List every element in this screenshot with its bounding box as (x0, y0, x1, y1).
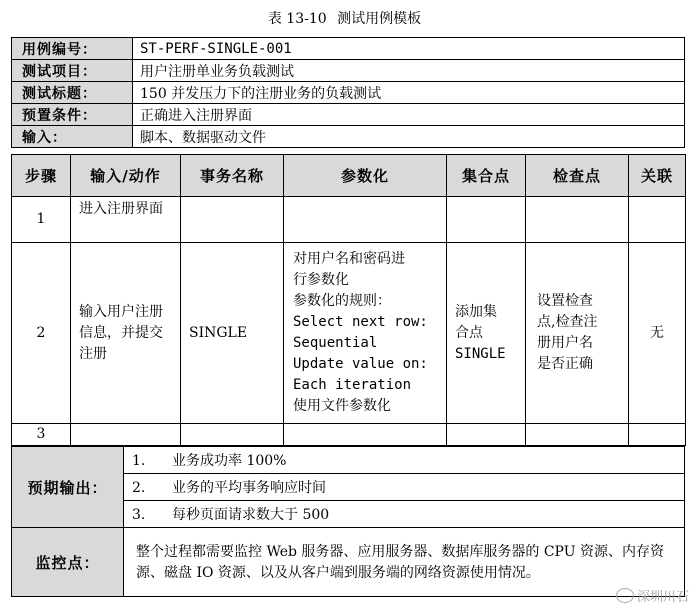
col-header-transaction: 事务名称 (181, 155, 284, 197)
checkpoint-line: 册用户名 (537, 335, 593, 351)
checkpoint-line: 点,检查注 (537, 314, 598, 330)
expected-output-text: 每秒页面请求数大于 500 (172, 507, 330, 523)
case-id-value: ST-PERF-SINGLE-001 (133, 38, 685, 60)
monitor-row (12, 528, 685, 597)
step-correlation (629, 197, 686, 243)
col-header-correlation: 关联 (629, 155, 686, 197)
steps-header-row (12, 155, 686, 197)
col-header-checkpoint: 检查点 (526, 155, 629, 197)
precondition-label: 预置条件： (12, 104, 133, 126)
watermark (616, 586, 689, 605)
case-header-table (11, 37, 685, 148)
expected-output-text: 业务的平均事务响应时间 (172, 480, 326, 496)
step-correlation (629, 424, 686, 446)
step-rendezvous (447, 197, 526, 243)
rendezvous-line: SINGLE (455, 345, 506, 362)
col-header-action: 输入/动作 (71, 155, 181, 197)
checkpoint-line: 是否正确 (537, 356, 593, 372)
param-line: Each iteration (293, 377, 412, 393)
col-header-parameterization: 参数化 (284, 155, 447, 197)
step-checkpoint (526, 424, 629, 446)
expected-output-item (124, 501, 685, 528)
step-transaction (181, 197, 284, 243)
step-correlation: 无 (629, 243, 686, 424)
expected-output-row (12, 447, 685, 474)
param-line: 使用文件参数化 (293, 398, 391, 414)
col-header-rendezvous: 集合点 (447, 155, 526, 197)
input-label: 输入： (12, 126, 133, 148)
step-action (71, 424, 181, 446)
step-number: 2 (12, 243, 71, 424)
table-row (12, 243, 686, 424)
param-line: Update value on: (293, 356, 428, 372)
expected-output-label: 预期输出： (12, 447, 124, 528)
expected-output-item (124, 447, 685, 474)
test-title-value: 150 并发压力下的注册业务的负载测试 (133, 82, 685, 104)
param-line: 行参数化 (293, 272, 349, 288)
col-header-step: 步骤 (12, 155, 71, 197)
table-number: 表 13-10 (267, 11, 327, 27)
expected-output-item (124, 474, 685, 501)
steps-table (11, 154, 686, 446)
watermark-text: 深圳川石 (636, 590, 689, 605)
header-row-case-id (12, 38, 685, 60)
precondition-value: 正确进入注册界面 (133, 104, 685, 126)
monitor-text: 整个过程都需要监控 Web 服务器、应用服务器、数据库服务器的 CPU 资源、内存资源、磁盘 IO 资源、以及从客户端到服务端的网络资源使用情况。 (124, 528, 685, 597)
step-action: 输入用户注册信息，并提交注册 (71, 243, 181, 424)
table-caption (0, 8, 695, 28)
step-number: 1 (12, 197, 71, 243)
step-rendezvous (447, 424, 526, 446)
table-title: 测试用例模板 (337, 11, 422, 27)
expected-output-number: 1. (132, 453, 146, 469)
step-parameterization (284, 197, 447, 243)
step-transaction (181, 424, 284, 446)
param-line: Sequential (293, 335, 378, 351)
test-item-label: 测试项目： (12, 60, 133, 82)
param-line: Select next row: (293, 314, 428, 330)
header-row-precondition (12, 104, 685, 126)
step-checkpoint (526, 243, 629, 424)
table-row (12, 197, 686, 243)
rendezvous-line: 合点 (455, 324, 483, 341)
monitor-label: 监控点： (12, 528, 124, 597)
test-item-value: 用户注册单业务负载测试 (133, 60, 685, 82)
expected-output-number: 3. (132, 507, 146, 523)
outputs-table (11, 446, 685, 597)
expected-output-number: 2. (132, 480, 146, 496)
param-line: 参数化的规则： (293, 293, 391, 309)
header-row-test-item (12, 60, 685, 82)
input-value: 脚本、数据驱动文件 (133, 126, 685, 148)
step-parameterization (284, 243, 447, 424)
rendezvous-line: 添加集 (455, 303, 497, 320)
wechat-icon (616, 588, 634, 603)
param-line: 对用户名和密码进 (293, 251, 405, 267)
case-id-label: 用例编号： (12, 38, 133, 60)
step-action: 进入注册界面 (71, 197, 181, 243)
table-row (12, 424, 686, 446)
test-title-label: 测试标题： (12, 82, 133, 104)
step-checkpoint (526, 197, 629, 243)
step-transaction: SINGLE (181, 243, 284, 424)
expected-output-text: 业务成功率 100% (172, 453, 287, 469)
header-row-input (12, 126, 685, 148)
step-rendezvous (447, 243, 526, 424)
step-number: 3 (12, 424, 71, 446)
step-parameterization (284, 424, 447, 446)
header-row-test-title (12, 82, 685, 104)
checkpoint-line: 设置检查 (537, 293, 593, 309)
